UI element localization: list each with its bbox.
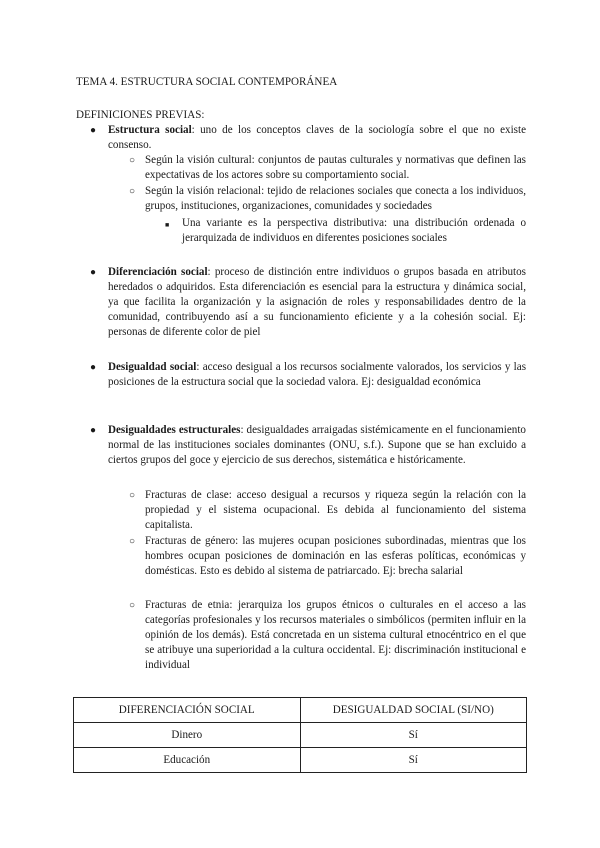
table-header-cell: DESIGUALDAD SOCIAL (SI/NO) [300, 698, 527, 723]
square-bullet-icon: ■ [165, 221, 170, 229]
table-row [74, 723, 527, 748]
term-estructura-social: Estructura social [108, 124, 192, 136]
circle-bullet-icon: ○ [129, 490, 136, 501]
table-header-row [74, 698, 527, 723]
list-item-desigualdades-estructurales [108, 423, 526, 468]
circle-bullet-icon: ○ [129, 600, 136, 611]
circle-bullet-icon: ○ [129, 536, 136, 547]
sub-item-vision-cultural: Según la visión cultural: conjuntos de pautas culturales y normativas que definen las expectativas de los actores sobre su comportamiento social. [145, 154, 526, 181]
table-cell: Dinero [74, 723, 301, 748]
term-desigualdad-social: Desigualdad social [108, 361, 197, 373]
circle-bullet-icon: ○ [129, 155, 136, 166]
definition-text: : uno de los conceptos claves de la sociología sobre el que no existe consenso. [108, 124, 526, 151]
definition-text: : proceso de distinción entre individuos o grupos basada en atributos heredados o adquiridos. Esta diferenciación es esencial para la estructura y dinámica social, ya que facilita la organización y la asignación de roles y responsabilidades dentro de la comunidad, contribuyendo así a su funcionamiento eficiente y a la cohesión social. Ej: personas de diferente color de piel [108, 266, 526, 338]
term-diferenciacion-social: Diferenciación social [108, 266, 208, 278]
table-cell: Sí [300, 748, 527, 773]
list-item-estructura-social [108, 123, 526, 153]
document-title: TEMA 4. ESTRUCTURA SOCIAL CONTEMPORÁNEA [76, 76, 338, 88]
sub-item-vision-relacional: Según la visión relacional: tejido de relaciones sociales que conecta a los individuos, grupos, instituciones, organizaciones, comunidades y sociedades [145, 185, 526, 212]
list-item-diferenciacion-social [108, 265, 526, 340]
subsub-item-perspectiva-distributiva: Una variante es la perspectiva distributiva: una distribución ordenada o jerarquizada de individuos en diferentes posiciones sociales [182, 217, 526, 244]
table-cell: Educación [74, 748, 301, 773]
term-desigualdades-estructurales: Desigualdades estructurales [108, 424, 241, 436]
section-heading: DEFINICIONES PREVIAS: [76, 109, 205, 121]
bullet-icon: ● [90, 362, 97, 373]
definition-text: : desigualdades arraigadas sistémicamente en el funcionamiento normal de las instituciones sociales dominantes (ONU, s.f.). Supone que se han excluido a ciertos grupos del goce y ejercicio de sus derechos, sistemática e históricamente. [108, 424, 526, 466]
bullet-icon: ● [90, 425, 97, 436]
list-item-desigualdad-social [108, 360, 526, 390]
bullet-icon: ● [90, 267, 97, 278]
sub-item-fracturas-genero: Fracturas de género: las mujeres ocupan posiciones subordinadas, mientras que los hombres ocupan posiciones de dominación en las esferas políticas, económicas y domésticas. Esto es debido al sistema de patriarcado. Ej: brecha salarial [145, 535, 526, 577]
table-row [74, 748, 527, 773]
sub-item-fracturas-clase: Fracturas de clase: acceso desigual a recursos y riqueza según la relación con la propiedad y el sistema ocupacional. Es debida al funcionamiento del sistema capitalista. [145, 489, 526, 531]
definition-text: : acceso desigual a los recursos socialmente valorados, los servicios y las posiciones de la estructura social que la sociedad valora. Ej: desigualdad económica [108, 361, 527, 388]
table-header-cell: DIFERENCIACIÓN SOCIAL [74, 698, 301, 723]
bullet-icon: ● [90, 125, 97, 136]
table-cell: Sí [300, 723, 527, 748]
sub-item-fracturas-etnia: Fracturas de etnia: jerarquiza los grupos étnicos o culturales en el acceso a las categorías profesionales y los recursos materiales o simbólicos (permiten influir en la opinión de los demás). Está concretada en un sistema cultural etnocéntrico en el que se atribuye una superioridad a la cultura occidental. Ej: discriminación institucional e individual [145, 599, 526, 671]
comparison-table [73, 697, 527, 773]
circle-bullet-icon: ○ [129, 186, 136, 197]
